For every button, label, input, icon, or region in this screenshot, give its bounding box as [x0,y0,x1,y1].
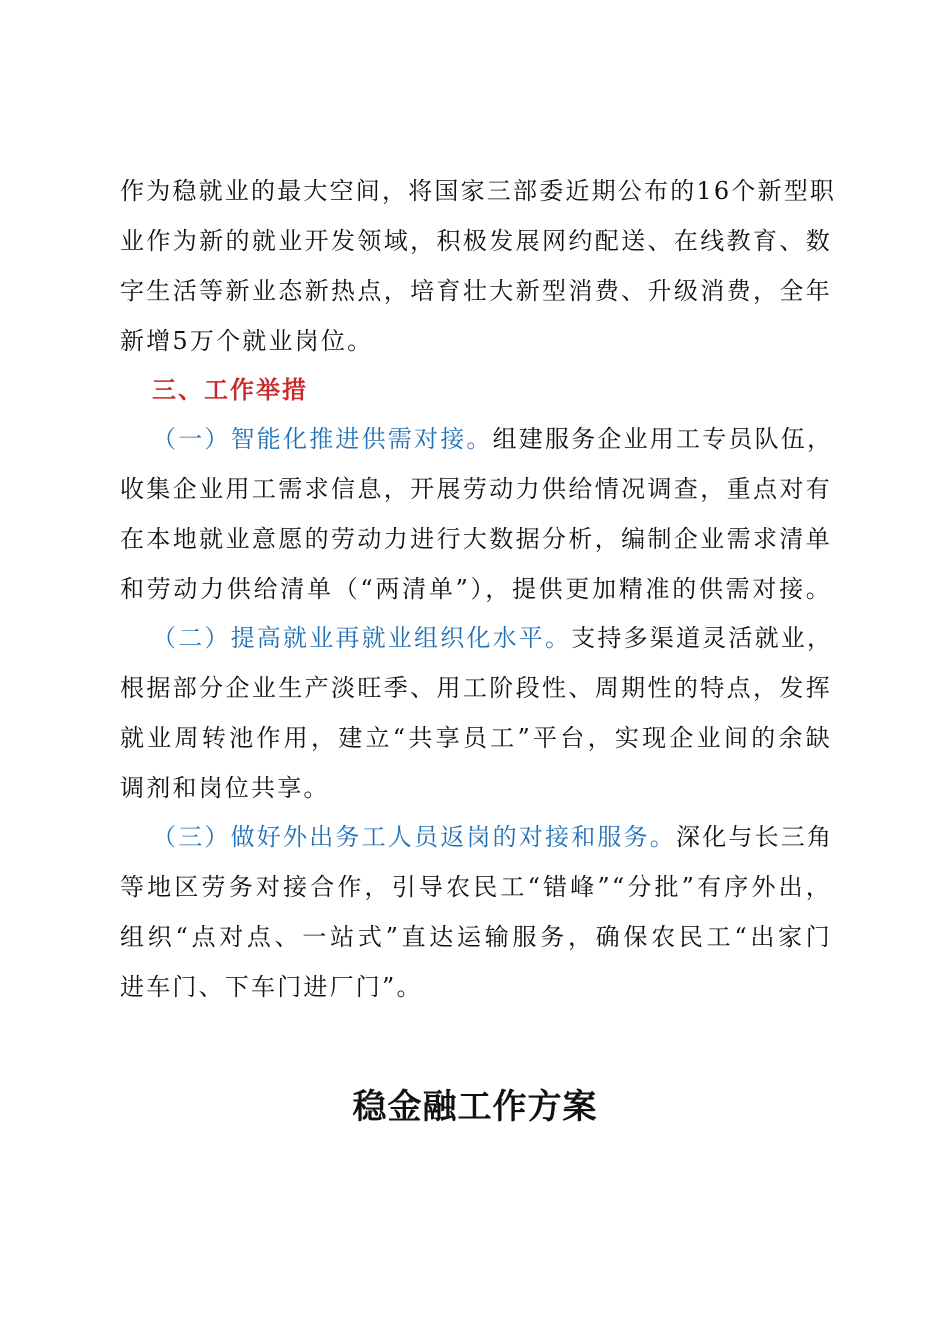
measure-1-line-4: 和劳动力供给清单（“两清单”），提供更加精准的供需对接。 [120,575,832,603]
measure-2-line-4: 调剂和岗位共享。 [120,774,330,802]
measure-3-line-2: 等地区劳务对接合作，引导农民工“错峰”“分批”有序外出， [120,873,832,901]
intro-line-4: 新增5万个就业岗位。 [120,327,374,355]
measure-1-first-line [152,424,832,454]
intro-line-2: 业作为新的就业开发领域，积极发展网约配送、在线教育、数 [120,227,832,255]
measure-3-lead: （三）做好外出务工人员返岗的对接和服务。 [152,823,676,851]
measure-1-line-2: 收集企业用工需求信息，开展劳动力供给情况调查，重点对有 [120,475,832,503]
measure-2-line-2: 根据部分企业生产淡旺季、用工阶段性、周期性的特点，发挥 [120,674,832,702]
measure-1-lead: （一）智能化推进供需对接。 [152,425,493,453]
intro-line-1: 作为稳就业的最大空间，将国家三部委近期公布的16个新型职 [120,177,837,205]
measure-3-line-4: 进车门、下车门进厂门”。 [120,973,423,1001]
measure-3-line-3: 组织“点对点、一站式”直达运输服务，确保农民工“出家门 [120,923,832,951]
measure-3-first-rest: 深化与长三角 [676,823,834,851]
measure-3-first-line [152,822,832,852]
measure-1-first-rest: 组建服务企业用工专员队伍， [492,425,834,453]
measure-2-lead: （二）提高就业再就业组织化水平。 [152,624,572,652]
intro-line-3: 字生活等新业态新热点，培育壮大新型消费、升级消费，全年 [120,277,832,305]
measure-2-first-line [152,623,832,653]
measure-2-first-rest: 支持多渠道灵活就业， [571,624,834,652]
measure-2-line-3: 就业周转池作用，建立“共享员工”平台，实现企业间的余缺 [120,724,832,752]
section-heading: 三、工作举措 [152,376,308,404]
next-document-title: 稳金融工作方案 [352,1087,598,1127]
measure-1-line-3: 在本地就业意愿的劳动力进行大数据分析，编制企业需求清单 [120,525,832,553]
